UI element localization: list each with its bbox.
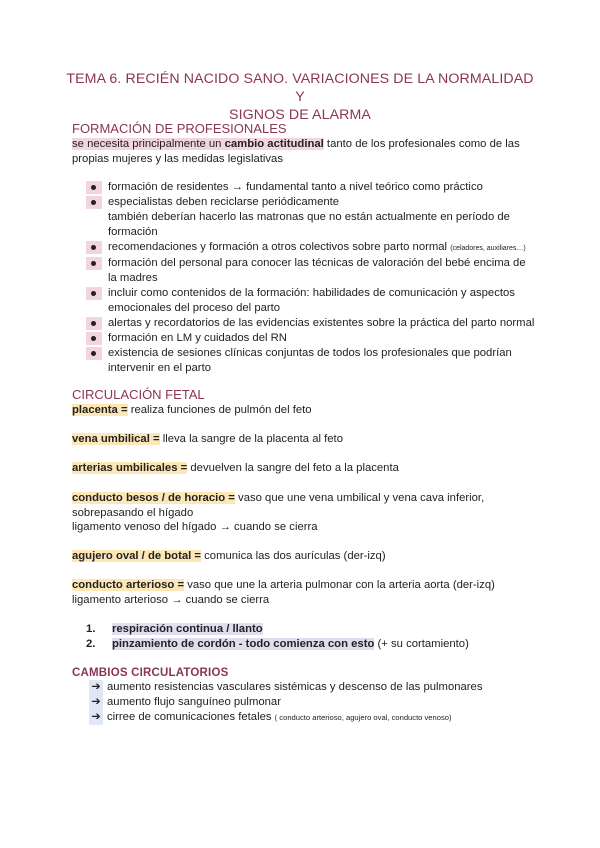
def-conducto-besos [72,491,484,506]
def-text: realiza funciones de pulmón del feto [127,404,312,416]
conducto-line3: ligamento venoso del hígado → cuando se cierra [72,521,318,533]
conducto-line2: sobrepasando el hígado [72,507,194,519]
term-conducto: conducto besos / de horacio = [72,492,235,504]
cambios-list [89,680,482,725]
item-text: cirree de comunicaciones fetales [107,711,275,723]
def-text: vaso que une la arteria pulmonar con la arteria aorta (der-izq) [184,579,495,591]
bullet-line: intervenir en el parto [108,362,211,374]
term-arterias: arterias umbilicales = [72,462,188,474]
term-arterioso: conducto arterioso = [72,579,185,591]
bullet-line: formación [108,226,158,238]
item-note: ( conducto arterioso, agujero oval, conducto venoso) [274,713,452,722]
bullet-item [86,286,536,316]
bullet-dot-icon [86,196,102,209]
bullet-dot-icon [86,347,102,360]
title-line-2: SIGNOS DE ALARMA [229,107,371,123]
bullet-line: también deberían hacerlo las matronas que no están actualmente en período de [108,211,510,223]
bullet-line: formación del personal para conocer las técnicas de valoración del bebé encima de [108,257,526,269]
bullet-dot-icon [86,241,102,254]
bullet-item [86,180,536,195]
intro-rest: tanto de los profesionales como de las [323,138,520,150]
def-arterias-umbilicales [72,461,399,476]
formacion-intro-line2: propias mujeres y las medidas legislativas [72,153,283,165]
numbered-list [86,622,469,652]
arrow-icon: ➔ [89,710,103,725]
item-text: respiración continua / llanto [112,623,263,635]
bullet-dot-icon [86,287,102,300]
intro-highlight [72,138,324,150]
list-item [89,695,482,710]
arterioso-line2: ligamento arterioso → cuando se cierra [72,594,270,606]
bullet-item [86,210,536,240]
bullet-dot-icon [86,181,102,194]
bullet-line: formación en LM y cuidados del RN [108,332,287,344]
section-heading-circulacion: CIRCULACIÓN FETAL [72,387,205,402]
title-line-1: TEMA 6. RECIÉN NACIDO SANO. VARIACIONES DE LA NORMALIDAD Y [66,71,534,105]
bullet-item [86,331,536,346]
section-heading-cambios: CAMBIOS CIRCULATORIOS [72,667,229,679]
bullet-item [86,195,536,210]
page-title [60,70,540,124]
bullet-dot-icon [86,257,102,270]
bullet-item [86,240,536,256]
bullet-line: incluir como contenidos de la formación: habilidades de comunicación y aspectos [108,287,515,299]
item-rest: (+ su cortamiento) [374,638,469,650]
bullet-item [86,346,536,376]
item-text: aumento resistencias vasculares sistémicas y descenso de las pulmonares [107,681,483,693]
intro-hl-text: se necesita principalmente un [72,138,225,150]
section-heading-formacion: FORMACIÓN DE PROFESIONALES [72,121,287,136]
bullet-line: especialistas deben reciclarse periódicamente [108,196,340,208]
bullet-note: (celadores, auxiliares…) [450,245,526,252]
list-item [89,680,482,695]
intro-bold: cambio actitudinal [224,138,324,150]
term-agujero: agujero oval / de botal = [72,550,202,562]
def-text: vaso que une vena umbilical y vena cava inferior, [234,492,485,504]
arrow-icon: ➔ [89,695,103,710]
def-placenta [72,403,312,418]
bullet-line: recomendaciones y formación a otros colectivos sobre parto normal [108,241,448,253]
formacion-intro [72,137,520,152]
bullet-line: existencia de sesiones clínicas conjuntas de todos los profesionales que podrían [108,347,512,359]
def-vena-umbilical [72,432,343,447]
def-text: lleva la sangre de la placenta al feto [159,433,343,445]
def-agujero-oval [72,549,386,564]
formacion-bullet-list [86,180,536,376]
bullet-item [86,316,536,331]
list-item [89,710,482,725]
bullet-dot-icon [86,332,102,345]
bullet-dot-icon [86,317,102,330]
item-number: 2. [86,638,96,650]
def-text: comunica las dos aurículas (der-izq) [201,550,386,562]
bullet-line: la madres [108,272,158,284]
item-number: 1. [86,623,96,635]
def-text: devuelven la sangre del feto a la placenta [187,462,399,474]
bullet-dot-icon [86,211,102,224]
list-item [86,637,469,652]
term-placenta: placenta = [72,404,128,416]
bullet-line: emocionales del proceso del parto [108,302,281,314]
term-vena: vena umbilical = [72,433,160,445]
def-conducto-arterioso [72,578,495,593]
bullet-line: alertas y recordatorios de las evidencias existentes sobre la práctica del parto normal [108,317,535,329]
bullet-line: formación de residentes → fundamental tanto a nivel teórico como práctico [108,181,483,193]
list-item [86,622,469,637]
item-text: aumento flujo sanguíneo pulmonar [107,696,281,708]
item-text: pinzamiento de cordón - todo comienza con esto [112,638,375,650]
arrow-icon: ➔ [89,680,103,695]
bullet-item [86,256,536,286]
